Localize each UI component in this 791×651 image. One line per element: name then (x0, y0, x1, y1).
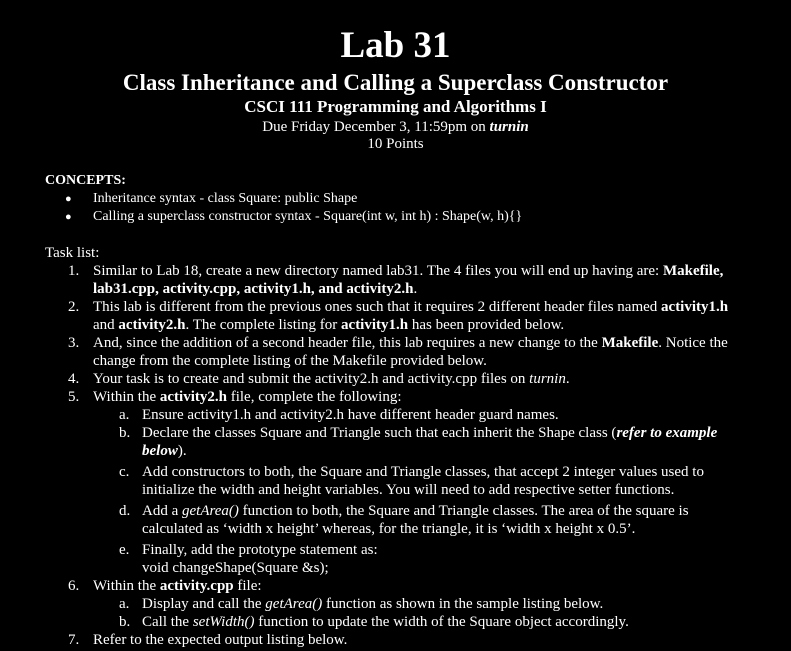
subtask-label: a. (119, 407, 130, 423)
course-name: CSCI 111 Programming and Algorithms I (244, 97, 547, 116)
subtask-label: b. (119, 425, 131, 441)
task-file-activitycpp: activity.cpp (159, 578, 234, 594)
subtask-5d-line-2: calculated as ‘width x height’ whereas, for the triangle, it is ‘width x height x 0.5’. (142, 521, 636, 537)
task-function-name: setWidth() (192, 614, 255, 630)
task-number: 4. (68, 371, 80, 387)
task-number: 7. (68, 632, 80, 648)
task-file-makefile: Makefile (601, 335, 659, 351)
bullet-icon: ● (65, 193, 72, 205)
task-text: This lab is different from the previous ones such that it requires 2 different header files named (93, 299, 662, 315)
task-text: file: (233, 578, 262, 594)
task-text: Within the (93, 578, 160, 594)
task-number: 5. (68, 389, 80, 405)
bullet-icon: ● (65, 211, 72, 223)
task-file-activity2h: activity2.h (159, 389, 227, 405)
task-3-line-2: change from the complete listing of the Makefile provided below. (93, 353, 487, 369)
task-text: Add a (142, 503, 182, 519)
task-emphasis: refer to example (616, 425, 718, 441)
task-turnin: turnin (529, 371, 566, 387)
task-text: . The complete listing for (185, 317, 342, 333)
task-1-line-1 (93, 262, 723, 280)
subtask-label: b. (119, 614, 131, 630)
page-subtitle: Class Inheritance and Calling a Superclass Constructor (122, 70, 669, 95)
task-text: . Notice the (658, 335, 728, 351)
task-7-line-1: Refer to the expected output listing below. (93, 632, 348, 648)
subtask-label: c. (119, 464, 130, 480)
task-text: Similar to Lab 18, create a new directory named lab31. The 4 files you will end up having are: (93, 263, 663, 279)
subtask-5a: Ensure activity1.h and activity2.h have different header guard names. (142, 407, 559, 423)
task-text: function to update the width of the Square object accordingly. (254, 614, 629, 630)
task-text: has been provided below. (408, 317, 565, 333)
task-5-line-1 (93, 388, 402, 406)
task-4-line-1 (93, 370, 570, 388)
subtask-5e-line-1: Finally, add the prototype statement as: (142, 542, 378, 558)
concept-item: Calling a superclass constructor syntax - Square(int w, int h) : Shape(w, h){} (93, 209, 523, 224)
task-text: Your task is to create and submit the activity2.h and activity.cpp files on (93, 371, 530, 387)
subtask-label: d. (119, 503, 131, 519)
subtask-5c-line-2: initialize the width and height variables. You will need to add respective setter functions. (142, 482, 675, 498)
due-date-text: Due Friday December 3, 11:59pm on (262, 119, 490, 135)
page-title: Lab 31 (340, 25, 451, 66)
task-number: 6. (68, 578, 80, 594)
task-file-makefile: Makefile, (662, 263, 724, 279)
task-text: Call the (142, 614, 193, 630)
task-text: function as shown in the sample listing below. (322, 596, 604, 612)
task-emphasis: below (142, 443, 178, 459)
task-file-list: lab31.cpp, activity.cpp, activity1.h, and activity2.h (93, 281, 414, 297)
points-value: 10 Points (367, 136, 424, 152)
task-2-line-1 (93, 298, 728, 316)
task-text: Within the (93, 389, 160, 405)
task-file-activity1h: activity1.h (661, 299, 729, 315)
task-text: function to both, the Square and Triangle classes. The area of the square is (238, 503, 689, 519)
task-text: Display and call the (142, 596, 266, 612)
subtask-5b-line-1 (142, 424, 717, 442)
subtask-label: a. (119, 596, 130, 612)
subtask-5c-line-1: Add constructors to both, the Square and Triangle classes, that accept 2 integer values used to (142, 464, 704, 480)
task-list-heading: Task list: (45, 245, 100, 261)
subtask-5e-line-2: void changeShape(Square &s); (142, 560, 329, 576)
subtask-5d-line-1 (142, 502, 689, 520)
task-2-line-2 (93, 316, 564, 334)
task-file-activity2h: activity2.h (118, 317, 186, 333)
subtask-label: e. (119, 542, 130, 558)
task-number: 2. (68, 299, 80, 315)
subtask-6a (142, 595, 603, 613)
subtask-6b (142, 613, 629, 631)
task-file-activity1h: activity1.h (341, 317, 409, 333)
task-1-line-2 (93, 280, 417, 298)
concepts-heading: CONCEPTS: (45, 173, 126, 188)
task-function-name: getArea() (265, 596, 323, 612)
task-text: Declare the classes Square and Triangle such that each inherit the Shape class ( (142, 425, 617, 441)
due-date (0, 118, 791, 136)
task-3-line-1 (93, 334, 728, 352)
task-text: . (565, 371, 570, 387)
task-function-name: getArea() (182, 503, 239, 519)
task-text: and (93, 317, 119, 333)
task-6-line-1 (93, 577, 262, 595)
task-text: file, complete the following: (226, 389, 402, 405)
task-number: 3. (68, 335, 80, 351)
task-text: . (413, 281, 418, 297)
subtask-5b-line-2 (142, 442, 187, 460)
task-text: ). (177, 443, 187, 459)
concept-item: Inheritance syntax - class Square: public Shape (93, 191, 358, 206)
due-date-turnin: turnin (489, 119, 529, 135)
task-number: 1. (68, 263, 80, 279)
task-text: And, since the addition of a second header file, this lab requires a new change to the (93, 335, 602, 351)
